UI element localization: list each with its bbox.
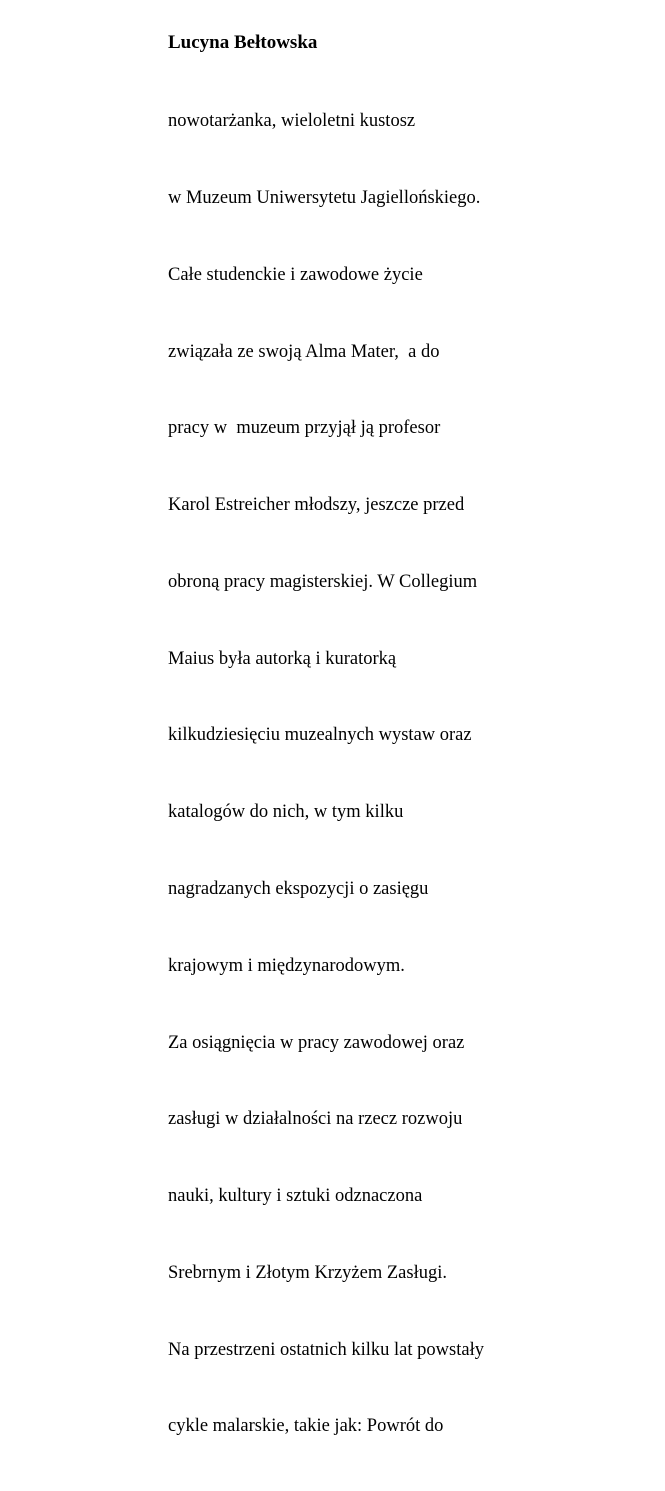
text-line: pracy w muzeum przyjął ją profesor (168, 418, 441, 439)
text-line: nagradzanych ekspozycji o zasięgu (168, 879, 429, 899)
text-line: krajowym i międzynarodowym. (168, 955, 405, 976)
text-line: nowotarżanka, wieloletni kustosz (168, 111, 416, 132)
text-line: Srebrnym i Złotym Krzyżem Zasługi. (168, 1262, 447, 1283)
text-line: Maius była autorką i kuratorką (168, 648, 397, 669)
biography-text-block (168, 30, 588, 1491)
text-line: nauki, kultury i sztuki odznaczona (168, 1186, 423, 1207)
biography-paragraph (168, 58, 588, 1491)
text-line: związała ze swoją Alma Mater, a do (168, 341, 440, 362)
text-line: cykle malarskie, takie jak: Powrót do (168, 1416, 444, 1437)
text-line: Na przestrzeni ostatnich kilku lat powstały (168, 1339, 484, 1360)
text-line: w Muzeum Uniwersytetu Jagiellońskiego. (168, 187, 481, 208)
text-line: zasługi w działalności na rzecz rozwoju (168, 1109, 463, 1130)
text-line: kilkudziesięciu muzealnych wystaw oraz (168, 725, 472, 746)
person-name-heading: Lucyna Bełtowska (168, 32, 318, 53)
text-line: obroną pracy magisterskiej. W Collegium (168, 571, 478, 592)
text-line: Karol Estreicher młodszy, jeszcze przed (168, 495, 465, 516)
text-line: katalogów do nich, w tym kilku (168, 802, 404, 823)
text-line: Za osiągnięcia w pracy zawodowej oraz (168, 1032, 465, 1053)
text-line: Całe studenckie i zawodowe życie (168, 264, 423, 285)
